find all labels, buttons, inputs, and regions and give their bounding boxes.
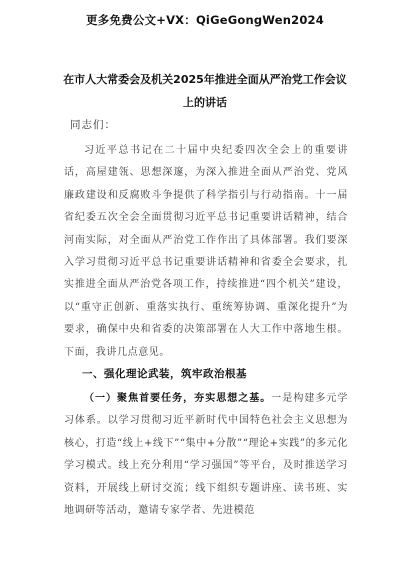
section-heading: 一、强化理论武装，筑牢政治根基 [82, 368, 247, 380]
paragraph-subsection [64, 388, 348, 522]
subsection-title: （一）聚焦首要任务，夯实思想之基。 [84, 393, 272, 404]
subsection-body: 一是构建多元学习体系。以学习贯彻习近平新时代中国特色社会主义思想为核心，打造“线上+线下”“集中+分散”“理论+实践”的多元化学习模式。线上充分利用“学习强国”等平台，及时推送学习资料，开展线上研讨交流；线下组织专题讲座、读书班、实地调研等活动，邀请专家学者、先进模范 [64, 393, 348, 517]
header-watermark: 更多免费公文+VX：QiGeGongWen2024 [86, 13, 324, 27]
greeting: 同志们： [70, 119, 116, 131]
document-title: 在市人大常委会及机关2025年推进全面从严治党工作会议上的讲话 [63, 73, 347, 109]
paragraph-intro: 习近平总书记在二十届中央纪委四次全会上的重要讲话，高屋建瓴、思想深邃，为深入推进全面从严治党、党风廉政建设和反腐败斗争提供了科学指引与行动指南。十一届省纪委五次全会全面贯彻习近平总书记重要讲话精神，结合河南实际，对全面从严治党工作作出了具体部署。我们要深入学习贯彻习近平总书记重要讲话精神和省委全会要求，扎实推进全面从严治党各项工作，持续推进“四个机关”建设，以“重守正创新、重落实执行、重统筹协调、重深化提升”为要求，确保中央和省委的决策部署在人大工作中落地生根。下面，我讲几点意见。 [64, 145, 348, 358]
